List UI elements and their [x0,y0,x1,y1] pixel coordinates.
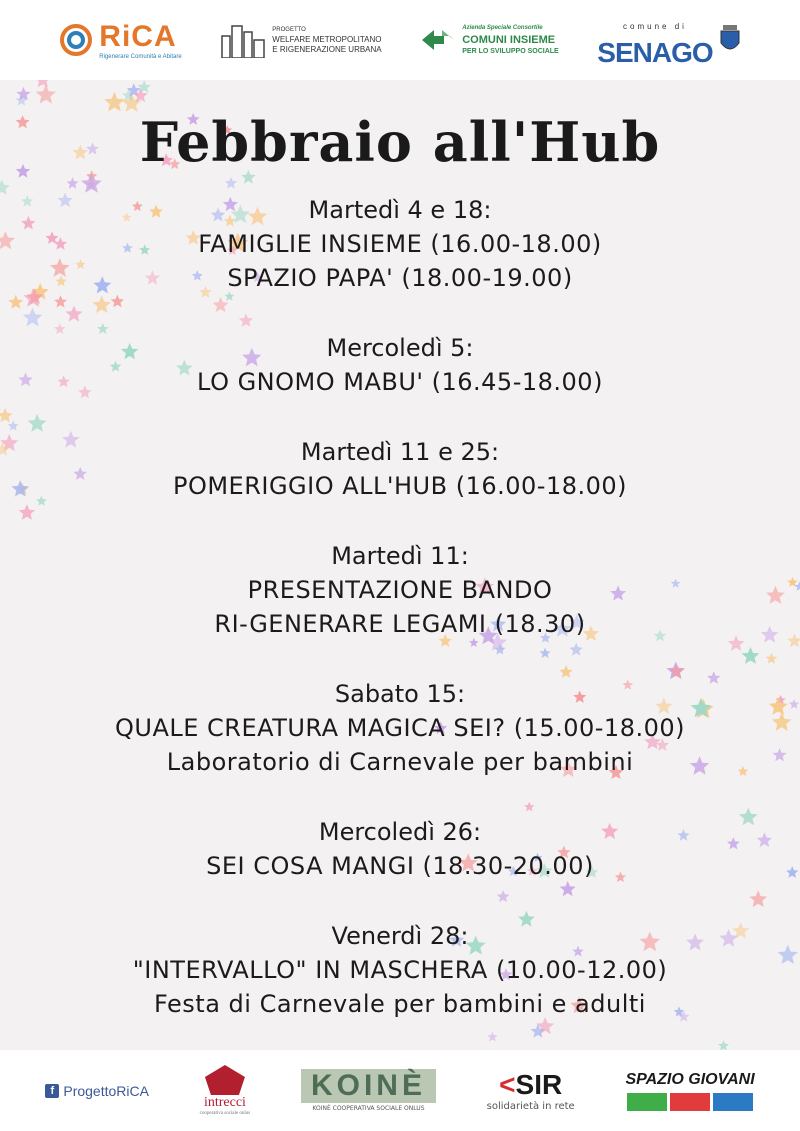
intrecci-logo [200,1065,251,1116]
sir-name: SIR [515,1069,563,1100]
event-date: Sabato 15: [334,680,466,708]
coat-of-arms-icon [719,25,741,55]
main-content [0,80,800,1050]
intrecci-mark-icon [205,1065,245,1095]
event-line: LO GNOMO MABU' (16.45-18.00) [197,368,603,396]
event-date: Martedì 11 e 25: [300,438,500,466]
event-date: Mercoledì 26: [318,818,482,846]
event-line: Festa di Carnevale per bambini e adulti [154,990,646,1018]
kone-name: KOINÈ [301,1069,436,1103]
senago-prefix: comune di [623,22,687,31]
kone-sub: KOINÈ COOPERATIVA SOCIALE ONLUS [312,1105,425,1112]
senago-logo [597,14,740,66]
rica-name: RiCA [99,20,177,53]
event-line: FAMIGLIE INSIEME (16.00-18.00) [198,230,602,258]
event-line: POMERIGGIO ALL'HUB (16.00-18.00) [172,472,628,500]
facebook-link[interactable] [45,1083,149,1099]
runner-icon [670,1093,710,1111]
city-skyline-icon [220,22,266,58]
welfare-line1: WELFARE METROPOLITANO [272,35,382,44]
rica-swirl-icon [59,23,93,57]
event-line: RI-GENERARE LEGAMI (18.30) [214,610,586,638]
event-item [0,677,800,779]
event-item [0,815,800,883]
senago-name: SENAGO [597,37,713,68]
music-icon [713,1093,753,1111]
event-item [0,331,800,399]
welfare-line2: E RIGENERAZIONE URBANA [272,45,382,54]
events-list [0,193,800,1057]
header [0,0,800,80]
arrows-icon [420,27,456,53]
sir-logo [487,1069,575,1112]
event-line: Laboratorio di Carnevale per bambini [166,748,634,776]
event-line: SEI COSA MANGI (18.30-20.00) [206,852,594,880]
event-line: QUALE CREATURA MAGICA SEI? (15.00-18.00) [115,714,685,742]
event-date: Mercoledì 5: [326,334,474,362]
event-line: SPAZIO PAPA' (18.00-19.00) [227,264,573,292]
share-icon: < [499,1069,516,1100]
spazio-giovani-name: SPAZIO GIOVANI [625,1070,755,1088]
event-date: Venerdì 28: [331,922,469,950]
comuni-top: Azienda Speciale Consortile [462,25,543,31]
comuni-insieme-logo [420,22,558,58]
event-line: "INTERVALLO" IN MASCHERA (10.00-12.00) [132,956,668,984]
rica-tagline: Rigenerare Comunità e Abitare [99,54,182,60]
welfare-logo [220,22,381,58]
event-date: Martedì 4 e 18: [308,196,492,224]
event-item [0,539,800,641]
spazio-giovani-logo [625,1071,754,1111]
sir-sub: solidarietà in rete [486,1101,575,1112]
kone-logo [301,1069,436,1112]
facebook-icon: f [45,1084,59,1098]
rica-logo [59,20,181,60]
event-line: PRESENTAZIONE BANDO [247,576,553,604]
intrecci-name: intrecci [203,1095,246,1110]
intrecci-sub: cooperativa sociale onlus [199,1111,251,1116]
event-item [0,193,800,295]
facebook-handle: ProgettoRiCA [63,1082,149,1099]
footer [0,1050,800,1131]
comuni-name: COMUNI INSIEME [462,34,556,46]
event-item [0,919,800,1021]
page-title: Febbraio all'Hub [139,110,661,174]
comuni-sub: PER LO SVILUPPO SOCIALE [462,48,559,55]
sport-icon [627,1093,667,1111]
welfare-prefix: PROGETTO [272,27,306,33]
event-item [0,435,800,503]
event-date: Martedì 11: [331,542,469,570]
